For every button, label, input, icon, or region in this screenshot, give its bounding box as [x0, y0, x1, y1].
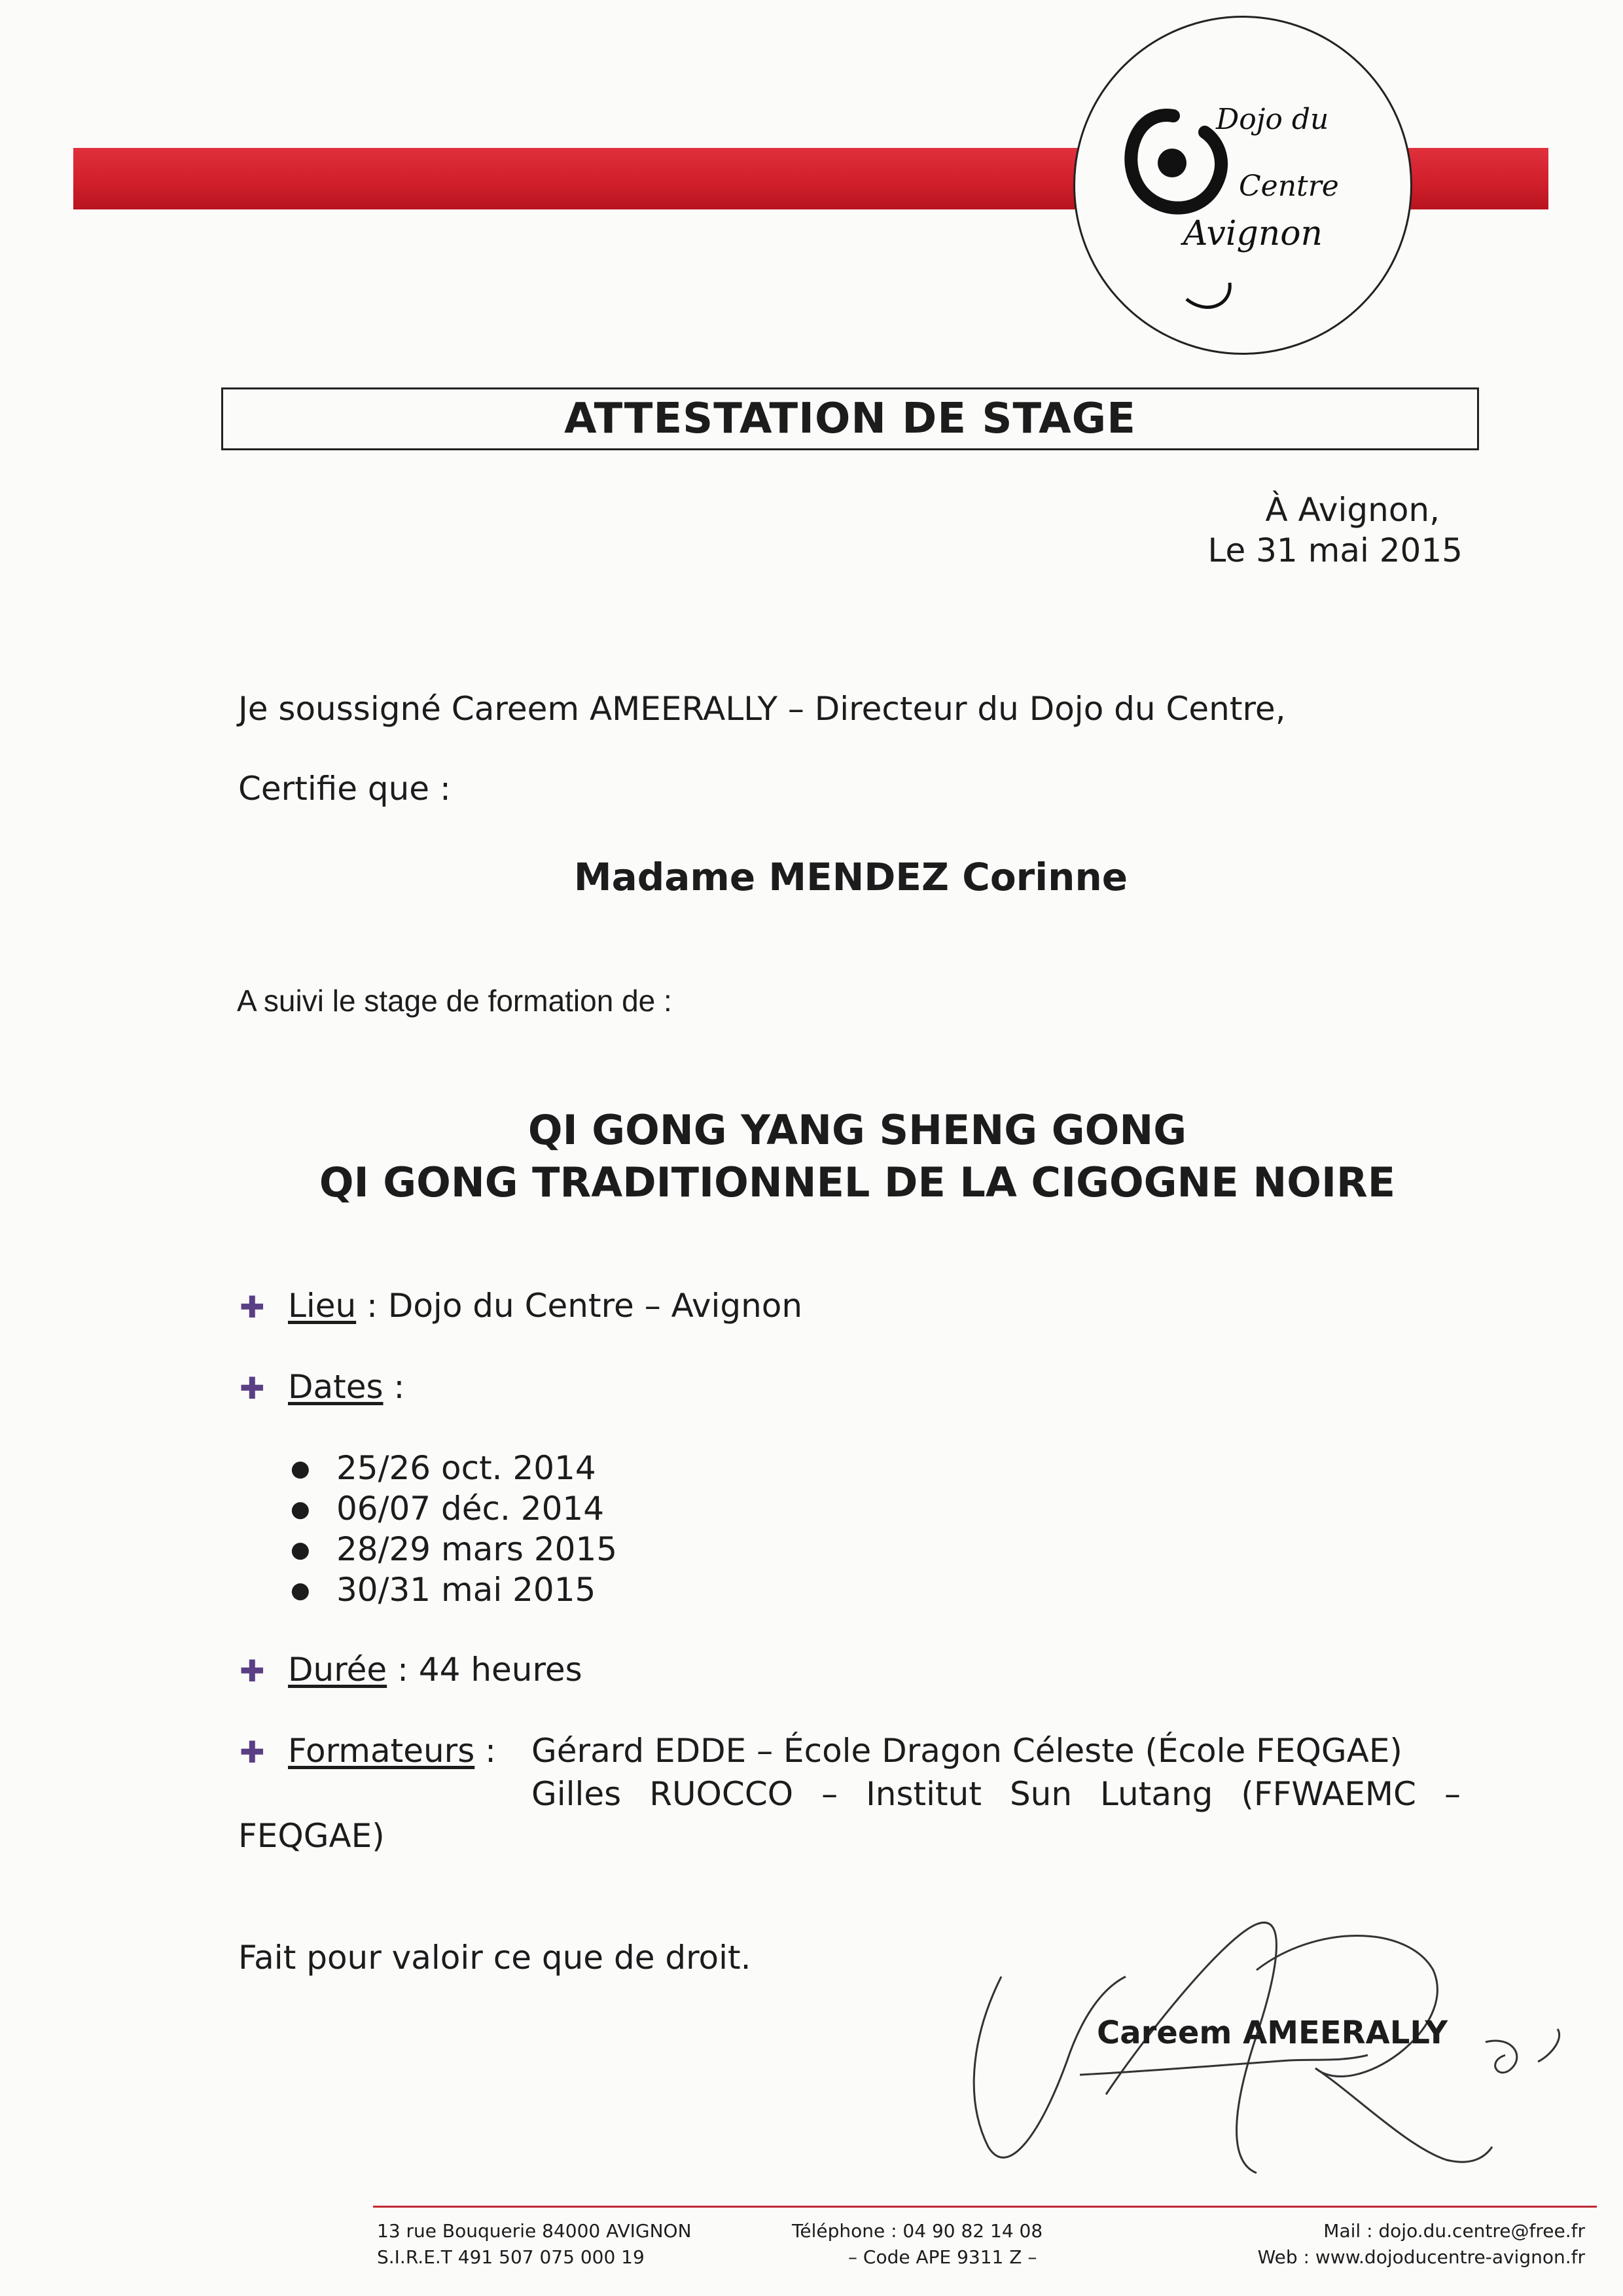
dates-suffix: : [383, 1368, 405, 1406]
logo-text-dojo: Dojo du [1216, 103, 1329, 136]
certify-text: Certifie que : [238, 770, 451, 808]
dates-label: Dates [288, 1368, 383, 1406]
course-title-1: QI GONG YANG SHENG GONG [527, 1106, 1187, 1154]
bullet-dot-icon: ● [291, 1537, 310, 1563]
date-item: 25/26 oct. 2014 [336, 1449, 596, 1487]
arrow-bullet-icon: ✚ [240, 1653, 265, 1689]
arrow-bullet-icon: ✚ [240, 1371, 265, 1406]
bullet-dot-icon: ● [291, 1496, 310, 1522]
duree-value: : 44 heures [387, 1651, 582, 1689]
followed-text: A suivi le stage de formation de : [237, 984, 672, 1018]
date-item: 30/31 mai 2015 [336, 1571, 596, 1609]
closing-text: Fait pour valoir ce que de droit. [238, 1939, 751, 1977]
footer-mail: Mail : dojo.du.centre@free.fr [1323, 2220, 1585, 2242]
trainer-1: Gérard EDDE – École Dragon Céleste (École FEQGAE) [531, 1732, 1402, 1770]
trainer-2-word: Sun [1009, 1775, 1073, 1813]
document-title: ATTESTATION DE STAGE [564, 395, 1136, 443]
trainer-2 [531, 1775, 1461, 1813]
footer-address: 13 rue Bouquerie 84000 AVIGNON [377, 2220, 692, 2242]
duree-line [288, 1651, 582, 1689]
trainer-2-word: – [1444, 1775, 1461, 1813]
formateurs-suffix: : [474, 1732, 497, 1770]
date-line: Le 31 mai 2015 [1207, 531, 1463, 569]
arrow-bullet-icon: ✚ [240, 1734, 265, 1770]
dates-line [288, 1368, 404, 1406]
duree-label: Durée [288, 1651, 387, 1689]
footer-divider [373, 2206, 1597, 2208]
date-item: 06/07 déc. 2014 [336, 1490, 605, 1528]
signatory-name: Careem AMEERALLY [1097, 2015, 1448, 2051]
date-item: 28/29 mars 2015 [336, 1530, 618, 1568]
footer-web: Web : www.dojoducentre-avignon.fr [1257, 2246, 1585, 2268]
recipient-name: Madame MENDEZ Corinne [573, 855, 1128, 899]
bullet-dot-icon: ● [291, 1577, 310, 1604]
lieu-label: Lieu [288, 1287, 357, 1325]
course-title-2: QI GONG TRADITIONNEL DE LA CIGOGNE NOIRE [319, 1158, 1396, 1206]
title-box [221, 387, 1479, 450]
lieu-line [288, 1287, 802, 1325]
trainer-2-word: Lutang [1100, 1775, 1213, 1813]
trainer-2-word: (FFWAEMC [1241, 1775, 1416, 1813]
formateurs-line [288, 1732, 496, 1770]
bullet-dot-icon: ● [291, 1456, 310, 1482]
dojo-logo [1073, 16, 1412, 355]
trainer-2-word: RUOCCO [649, 1775, 794, 1813]
logo-text-centre: Centre [1239, 170, 1339, 203]
footer-siret: S.I.R.E.T 491 507 075 000 19 [377, 2246, 645, 2268]
formateurs-label: Formateurs [288, 1732, 475, 1770]
place-line: À Avignon, [1265, 491, 1440, 529]
arrow-bullet-icon: ✚ [240, 1289, 265, 1325]
footer-ape: – Code APE 9311 Z – [848, 2246, 1037, 2268]
intro-text: Je soussigné Careem AMEERALLY – Directeur du Dojo du Centre, [238, 690, 1286, 728]
trainer-2-continuation: FEQGAE) [238, 1817, 385, 1855]
trainer-2-word: Gilles [531, 1775, 622, 1813]
trainer-2-word: Institut [866, 1775, 982, 1813]
lieu-value: : Dojo du Centre – Avignon [356, 1287, 803, 1325]
trainer-2-word: – [821, 1775, 838, 1813]
logo-text-avignon: Avignon [1183, 214, 1323, 253]
footer-phone: Téléphone : 04 90 82 14 08 [792, 2220, 1043, 2242]
